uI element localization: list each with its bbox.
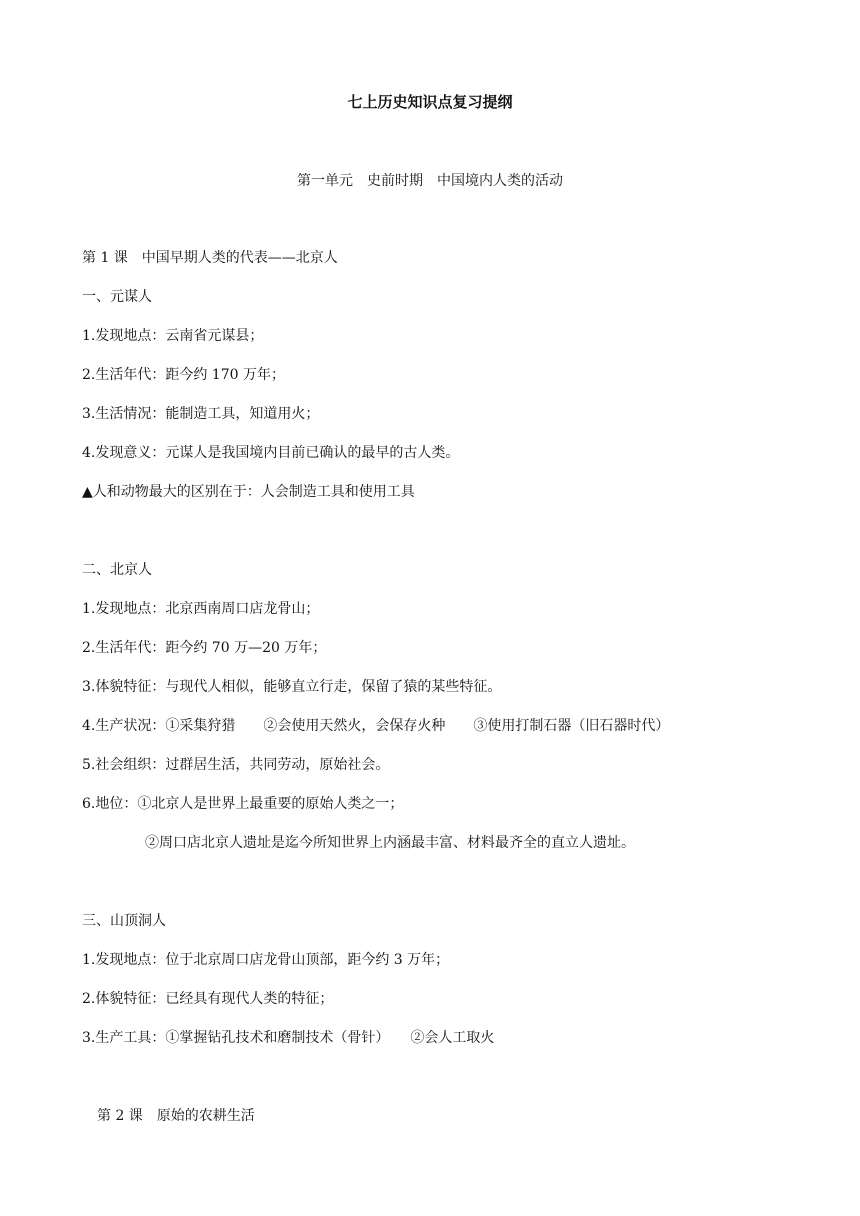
beijing-item-1: 1.发现地点：北京西南周口店龙骨山；: [82, 601, 320, 617]
lesson-2-heading: 第 2 课 原始的农耕生活: [97, 1108, 255, 1124]
beijing-status-continuation: ②周口店北京人遗址是迄今所知世界上内涵最丰富、材料最齐全的直立人遗址。: [145, 835, 635, 851]
beijing-item-3: 3.体貌特征：与现代人相似，能够直立行走，保留了猿的某些特征。: [82, 679, 502, 695]
yuanmou-item-2: 2.生活年代：距今约 170 万年；: [82, 367, 285, 383]
unit-heading: 第一单元 史前时期 中国境内人类的活动: [297, 173, 563, 189]
shanding-item-2: 2.体貌特征：已经具有现代人类的特征；: [82, 991, 334, 1007]
yuanmou-item-1: 1.发现地点：云南省元谋县；: [82, 328, 264, 344]
yuanmou-note: ▲人和动物最大的区别在于：人会制造工具和使用工具: [82, 484, 415, 500]
beijing-item-4: 4.生产状况：①采集狩猎 ②会使用天然火，会保存火种 ③使用打制石器（旧石器时代）: [82, 718, 670, 734]
yuanmou-item-4: 4.发现意义：元谋人是我国境内目前已确认的最早的古人类。: [82, 445, 460, 461]
beijing-item-5: 5.社会组织：过群居生活，共同劳动，原始社会。: [82, 757, 390, 773]
section-beijing-heading: 二、北京人: [82, 562, 152, 578]
shanding-item-3: 3.生产工具：①掌握钻孔技术和磨制技术（骨针） ②会人工取火: [82, 1030, 495, 1046]
yuanmou-item-3: 3.生活情况：能制造工具，知道用火；: [82, 406, 320, 422]
lesson-1-heading: 第 1 课 中国早期人类的代表——北京人: [82, 250, 338, 266]
document-title: 七上历史知识点复习提纲: [347, 93, 513, 111]
shanding-item-1: 1.发现地点：位于北京周口店龙骨山顶部，距今约 3 万年；: [82, 952, 450, 968]
section-yuanmou-heading: 一、元谋人: [82, 289, 152, 305]
beijing-item-2: 2.生活年代：距今约 70 万—20 万年；: [82, 640, 327, 656]
section-shanding-heading: 三、山顶洞人: [82, 913, 166, 929]
beijing-item-6: 6.地位：①北京人是世界上最重要的原始人类之一；: [82, 796, 404, 812]
